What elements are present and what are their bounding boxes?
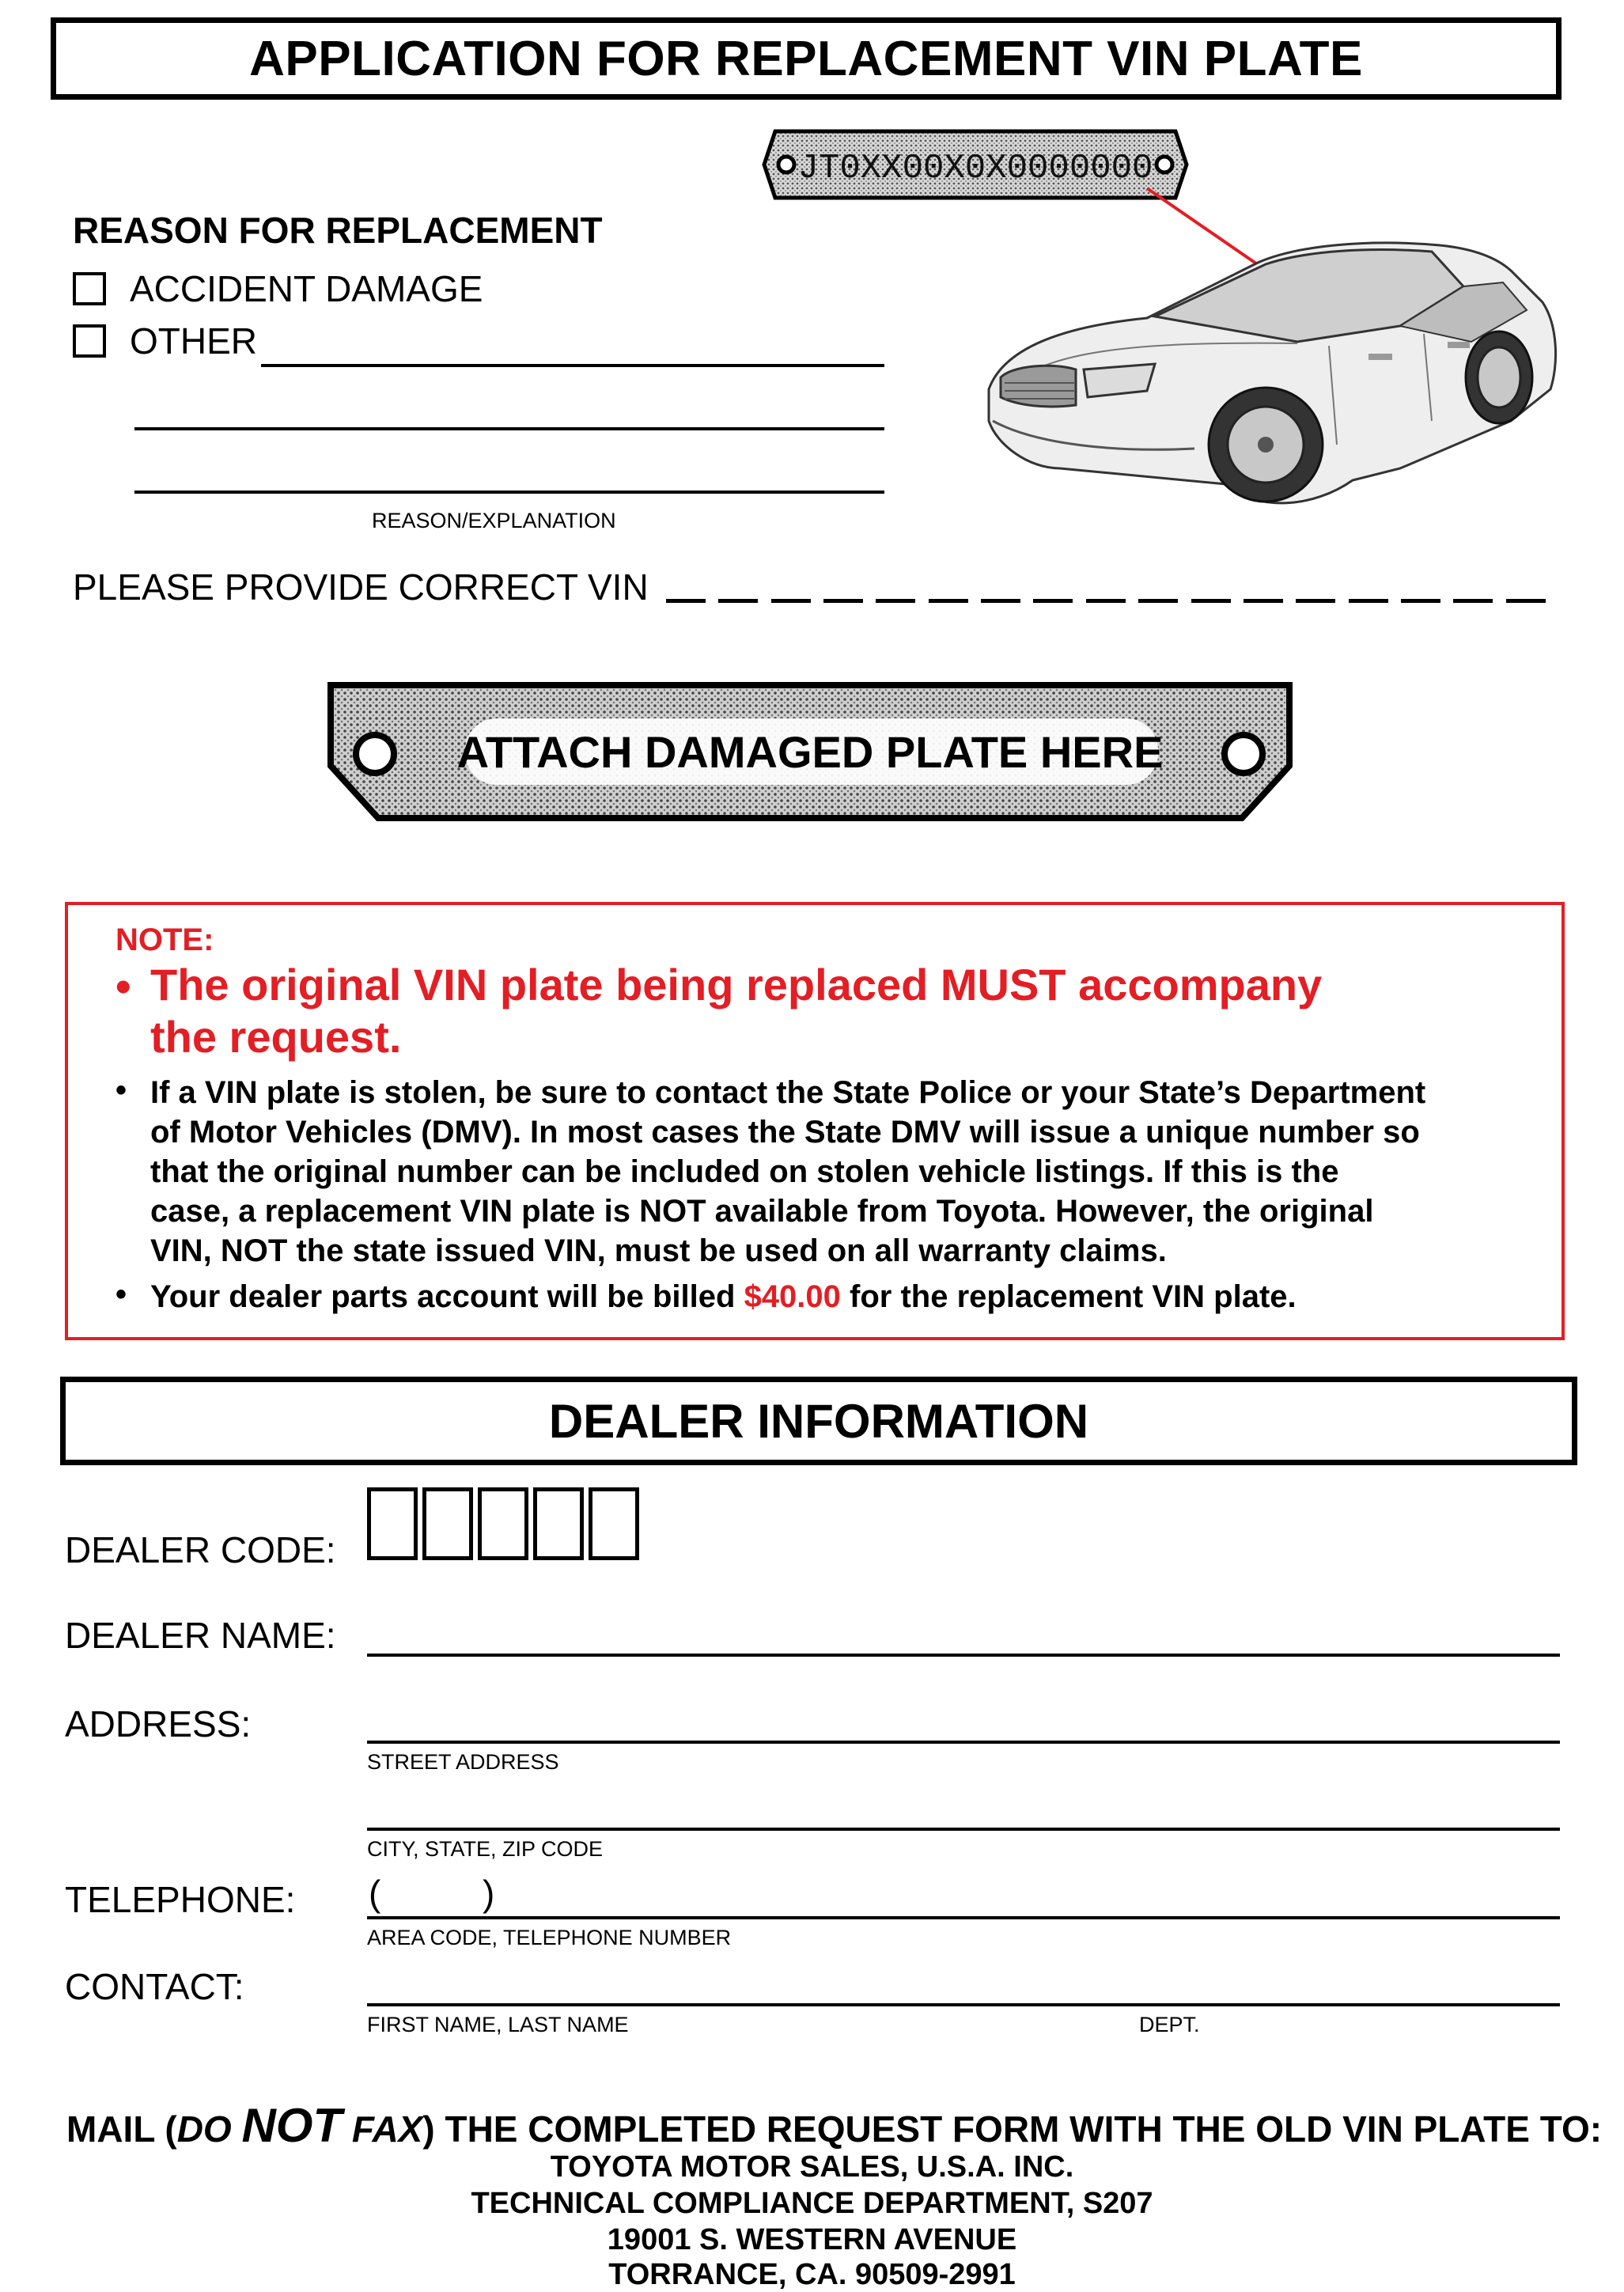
street-address-caption: STREET ADDRESS	[367, 1750, 559, 1774]
mail-word: MAIL (	[66, 2108, 177, 2150]
city-state-zip-caption: CITY, STATE, ZIP CODE	[367, 1837, 604, 1861]
vin-char-slot[interactable]	[1191, 599, 1231, 603]
vin-char-slot[interactable]	[1033, 599, 1073, 603]
dealer-code-box[interactable]	[367, 1487, 418, 1560]
note-label: NOTE:	[115, 922, 214, 957]
explanation-caption: REASON/EXPLANATION	[372, 509, 616, 532]
car-illustration	[957, 207, 1566, 524]
vin-char-slot[interactable]	[1401, 599, 1440, 603]
contact-caption: FIRST NAME, LAST NAME	[367, 2013, 629, 2036]
instruction-rest: ) THE COMPLETED REQUEST FORM WITH THE OLD VIN PLATE TO:	[422, 2108, 1603, 2150]
explanation-line-2[interactable]	[134, 491, 884, 494]
form-title: APPLICATION FOR REPLACEMENT VIN PLATE	[51, 17, 1562, 100]
dealer-code-box[interactable]	[478, 1487, 528, 1560]
dealer-code-label: DEALER CODE:	[65, 1529, 336, 1570]
dealer-code-box[interactable]	[533, 1487, 584, 1560]
explanation-line-1[interactable]	[134, 427, 884, 430]
note-stolen-line-1: If a VIN plate is stolen, be sure to contact the State Police or your State’s Department	[150, 1075, 1426, 1110]
bullet-icon: •	[115, 1073, 127, 1108]
vin-char-slot[interactable]	[1453, 599, 1493, 603]
attach-rivet-right-icon	[1225, 735, 1262, 773]
vin-char-slot[interactable]	[929, 599, 968, 603]
do-word: DO	[176, 2108, 232, 2150]
other-reason-line[interactable]	[261, 364, 884, 367]
sample-vin-plate	[758, 125, 1193, 204]
vin-char-slot[interactable]	[876, 599, 915, 603]
other-checkbox[interactable]	[73, 324, 106, 358]
option-accident-damage[interactable]	[73, 267, 483, 310]
vin-char-slot[interactable]	[1138, 599, 1178, 603]
note-stolen-line-4: case, a replacement VIN plate is NOT available from Toyota. However, the original	[150, 1194, 1374, 1229]
dept-caption: DEPT.	[1139, 2013, 1200, 2036]
reason-heading: REASON FOR REPLACEMENT	[73, 210, 603, 251]
attach-rivet-left-icon	[356, 735, 394, 773]
telephone-caption: AREA CODE, TELEPHONE NUMBER	[367, 1926, 732, 1949]
vin-prompt: PLEASE PROVIDE CORRECT VIN	[73, 566, 649, 608]
attach-plate-area[interactable]	[324, 679, 1296, 824]
vin-char-slot[interactable]	[1244, 599, 1283, 603]
note-stolen-line-3: that the original number can be included on stolen vehicle listings. If this is the	[150, 1154, 1339, 1189]
bullet-icon: •	[115, 1277, 127, 1312]
contact-label: CONTACT:	[65, 1966, 244, 2007]
note-primary-line-2: the request.	[150, 1012, 402, 1062]
vin-char-slot[interactable]	[1296, 599, 1335, 603]
address-label: ADDRESS:	[65, 1703, 252, 1745]
address-line-2: TECHNICAL COMPLIANCE DEPARTMENT, S207	[471, 2187, 1153, 2220]
billing-amount: $40.00	[744, 1279, 841, 1314]
address-line-4: TORRANCE, CA. 90509-2991	[608, 2258, 1016, 2291]
accident-damage-checkbox[interactable]	[73, 272, 106, 305]
sample-plate-vin: JT0XX00X0X0000000	[797, 149, 1153, 188]
vin-char-slot[interactable]	[771, 599, 811, 603]
note-stolen-line-5: VIN, NOT the state issued VIN, must be used on all warranty claims.	[150, 1233, 1167, 1268]
telephone-line[interactable]	[367, 1916, 1560, 1919]
street-address-line[interactable]	[367, 1741, 1560, 1744]
plate-rivet-right-icon	[1156, 157, 1172, 172]
other-label: OTHER	[130, 320, 257, 362]
bullet-icon: •	[115, 961, 131, 1011]
not-word: NOT	[241, 2099, 343, 2152]
area-code-close: )	[483, 1873, 495, 1914]
attach-plate-label: ATTACH DAMAGED PLATE HERE	[456, 727, 1164, 777]
vin-char-slot[interactable]	[718, 599, 758, 603]
note-primary-line-1: The original VIN plate being replaced MUST accompany	[150, 960, 1323, 1010]
vin-char-slot[interactable]	[981, 599, 1020, 603]
vin-char-slot[interactable]	[1086, 599, 1126, 603]
accident-damage-label: ACCIDENT DAMAGE	[130, 268, 483, 309]
dealer-code-box[interactable]	[422, 1487, 473, 1560]
option-other[interactable]	[73, 320, 257, 362]
dealer-code-box[interactable]	[589, 1487, 639, 1560]
note-stolen-line-2: of Motor Vehicles (DMV). In most cases the State DMV will issue a unique number so	[150, 1115, 1420, 1150]
address-line-3: 19001 S. WESTERN AVENUE	[607, 2223, 1017, 2256]
dealer-heading: DEALER INFORMATION	[60, 1377, 1577, 1465]
dealer-name-line[interactable]	[367, 1654, 1560, 1657]
note-billing-line	[150, 1277, 1297, 1316]
contact-line[interactable]	[367, 2003, 1560, 2006]
mail-instruction	[66, 2098, 1602, 2153]
vin-char-slot[interactable]	[823, 599, 863, 603]
area-code-open: (	[369, 1873, 381, 1914]
fax-word: FAX	[351, 2108, 423, 2150]
billing-prefix: Your dealer parts account will be billed	[150, 1279, 736, 1314]
dealer-name-label: DEALER NAME:	[65, 1615, 336, 1656]
address-line-1: TOYOTA MOTOR SALES, U.S.A. INC.	[550, 2150, 1074, 2184]
telephone-label: TELEPHONE:	[65, 1879, 296, 1920]
plate-rivet-left-icon	[778, 157, 794, 172]
billing-suffix: for the replacement VIN plate.	[850, 1279, 1297, 1314]
vin-char-slot[interactable]	[1506, 599, 1546, 603]
city-state-zip-line[interactable]	[367, 1828, 1560, 1831]
vin-char-slot[interactable]	[666, 599, 706, 603]
vin-char-slot[interactable]	[1349, 599, 1388, 603]
